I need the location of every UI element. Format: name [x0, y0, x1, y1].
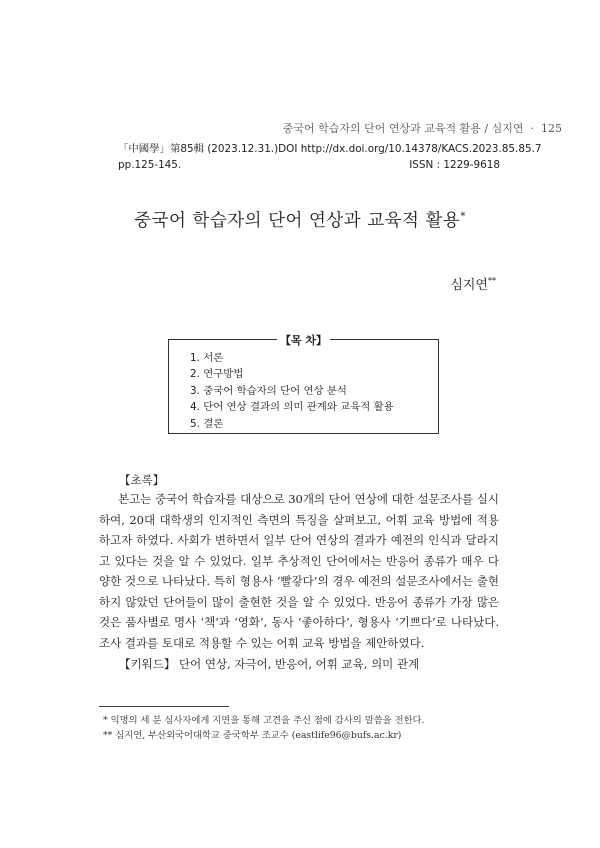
abstract-heading: 【초록】	[119, 473, 165, 487]
paper-title	[0, 207, 600, 232]
toc-item: 1. 서론	[190, 352, 224, 364]
title-footnote-mark: *	[460, 211, 466, 223]
footnotes	[103, 713, 425, 743]
keywords-label: 【키워드】	[119, 657, 176, 671]
toc-item: 2. 연구방법	[190, 368, 244, 381]
author-footnote-mark: **	[488, 276, 496, 286]
footnote	[103, 713, 425, 728]
issn: ISSN : 1229-9618	[409, 159, 500, 171]
running-header-title: 중국어 학습자의 단어 연상과 교육적 활용 / 심지연	[282, 122, 524, 135]
doi-link[interactable]: DOI http://dx.doi.org/10.14378/KACS.2023.85.85.7	[278, 143, 542, 155]
keywords	[119, 656, 419, 672]
page-range: pp.125-145.	[118, 159, 182, 171]
toc-item: 5. 결론	[190, 417, 224, 430]
keywords-text: 단어 연상, 자극어, 반응어, 어휘 교육, 의미 관계	[178, 657, 420, 671]
page-number: 125	[541, 122, 562, 135]
abstract-body: 본고는 중국어 학습자를 대상으로 30개의 단어 연상에 대한 설문조사를 실시하여, 20대 대학생의 인지적인 측면의 특징을 살펴보고, 어휘 교육 방법에 적용하고자 하였다. 사회가 변하면서 일부 단어 연상의 결과가 예전의 인식과 달라지고 있다는 것을 알 수 있었다. 일부 추상적인 단어에서는 반응어 종류가 매우 다양한 것으로 나타났다. 특히 형용사 ‘빨갛다’의 경우 예전의 설문조사에서는 출현하지 않았던 단어들이 많이 출현한 것을 알 수 있었다. 반응어 종류가 가장 많은 것은 품사별로 명사 ‘책’과 ‘영화’, 동사 ‘좋아하다’, 형용사 ‘기쁘다’로 나타났다. 조사 결과를 토대로 적용할 수 있는 어휘 교육 방법을 제안하였다.	[99, 492, 499, 650]
footnote	[103, 728, 425, 743]
footnote-mark: *	[103, 715, 108, 726]
footnote-text: 익명의 세 분 심사자에게 지면을 통해 고견을 주신 점에 감사의 말씀을 전한다.	[110, 715, 425, 726]
footnote-divider	[99, 706, 229, 707]
journal-citation: 「中國學」第85輯 (2023.12.31.)	[118, 143, 279, 155]
running-header	[283, 120, 562, 136]
toc-item: 4. 단어 연상 결과의 의미 관계와 교육적 활용	[190, 401, 394, 414]
toc-item: 3. 중국어 학습자의 단어 연상 분석	[190, 384, 347, 397]
author-name: 심지연	[450, 278, 488, 293]
footnote-mark: **	[103, 730, 113, 741]
table-of-contents	[168, 334, 439, 434]
running-header-separator: ·	[530, 122, 534, 135]
toc-heading: 【목 차】	[169, 332, 438, 348]
author	[450, 274, 496, 293]
bibliographic-info	[118, 141, 542, 173]
toc-list	[190, 350, 394, 432]
footnote-text: 심지연, 부산외국어대학교 중국학부 조교수 (eastlife96@bufs.ac.kr)	[115, 730, 402, 741]
paper-title-text: 중국어 학습자의 단어 연상과 교육적 활용	[134, 211, 461, 231]
